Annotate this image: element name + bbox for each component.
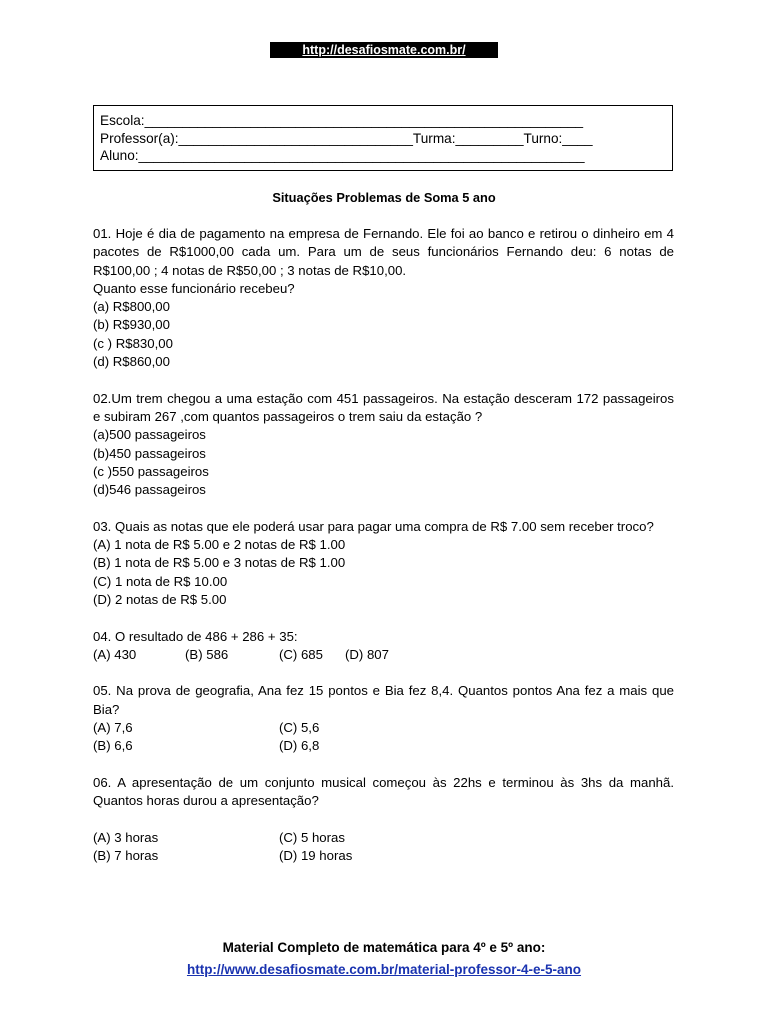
option: (a) R$800,00	[93, 299, 170, 315]
question-text: 02.Um trem chegou a uma estação com 451 passageiros. Na estação desceram 172 passageiros e subiram 267 ,com quantos passageiros o trem saiu da estação ?	[93, 390, 674, 424]
question-2	[93, 390, 674, 500]
option: (B) 586	[185, 646, 229, 662]
options-row	[93, 719, 674, 737]
option: (C) 685	[279, 646, 323, 662]
question-text: 03. Quais as notas que ele poderá usar para pagar uma compra de R$ 7.00 sem receber troco?	[93, 518, 654, 534]
option: (C) 1 nota de R$ 10.00	[93, 573, 228, 589]
option: (d) R$860,00	[93, 354, 170, 370]
header-url-link[interactable]: http://desafiosmate.com.br/	[270, 42, 498, 58]
teacher-class-shift-field: Professor(a):_______________________________Turma:_________Turno:____	[100, 130, 593, 146]
worksheet-title: Situações Problemas de Soma 5 ano	[272, 190, 496, 205]
option: (d)546 passageiros	[93, 482, 206, 498]
options-row	[93, 829, 674, 847]
option: (B) 1 nota de R$ 5.00 e 3 notas de R$ 1.00	[93, 555, 346, 571]
question-prompt: Quanto esse funcionário recebeu?	[93, 280, 295, 296]
option: (D) 807	[345, 646, 389, 662]
option: (D) 2 notas de R$ 5.00	[93, 591, 227, 607]
option: (c ) R$830,00	[93, 335, 173, 351]
option: (c )550 passageiros	[93, 463, 209, 479]
option: (B) 7 horas	[93, 848, 159, 864]
student-info-box	[93, 105, 673, 171]
questions-section	[93, 225, 674, 884]
footer-title: Material Completo de matemática para 4º e 5º ano:	[222, 940, 546, 955]
option: (b) R$930,00	[93, 317, 170, 333]
footer-material-link[interactable]: http://www.desafiosmate.com.br/material-professor-4-e-5-ano	[186, 962, 582, 977]
question-text: 05. Na prova de geografia, Ana fez 15 pontos e Bia fez 8,4. Quantos pontos Ana fez a mais que Bia?	[93, 683, 674, 717]
options-row	[93, 847, 674, 865]
option: (D) 6,8	[279, 738, 320, 754]
option: (A) 3 horas	[93, 829, 159, 845]
option: (A) 7,6	[93, 720, 133, 736]
question-text: 04. O resultado de 486 + 286 + 35:	[93, 628, 298, 644]
school-field: Escola:__________________________________________________________	[100, 113, 584, 128]
question-4	[93, 628, 674, 665]
student-field: Aluno:___________________________________________________________	[100, 148, 585, 163]
option: (C) 5,6	[279, 720, 320, 736]
question-1	[93, 225, 674, 371]
option: (D) 19 horas	[279, 848, 353, 864]
option: (C) 5 horas	[279, 829, 345, 845]
option: (A) 1 nota de R$ 5.00 e 2 notas de R$ 1.00	[93, 537, 346, 553]
question-text: 01. Hoje é dia de pagamento na empresa de Fernando. Ele foi ao banco e retirou o dinheiro em 4 pacotes de R$1000,00 cada um. Para um de seus funcionários Fernando deu: 6 notas de R$100,00 ; 4 notas de R$50,00 ; 3 notas de R$10,00.	[93, 226, 674, 278]
options-row	[93, 646, 674, 664]
options-row	[93, 737, 674, 755]
option: (A) 430	[93, 646, 137, 662]
question-5	[93, 682, 674, 755]
question-3	[93, 518, 674, 609]
question-text: 06. A apresentação de um conjunto musical começou às 22hs e terminou às 3hs da manhã. Quantos horas durou a apresentação?	[93, 774, 674, 809]
option: (a)500 passageiros	[93, 427, 206, 443]
option: (b)450 passageiros	[93, 445, 206, 461]
option: (B) 6,6	[93, 738, 133, 754]
question-6	[93, 774, 674, 865]
